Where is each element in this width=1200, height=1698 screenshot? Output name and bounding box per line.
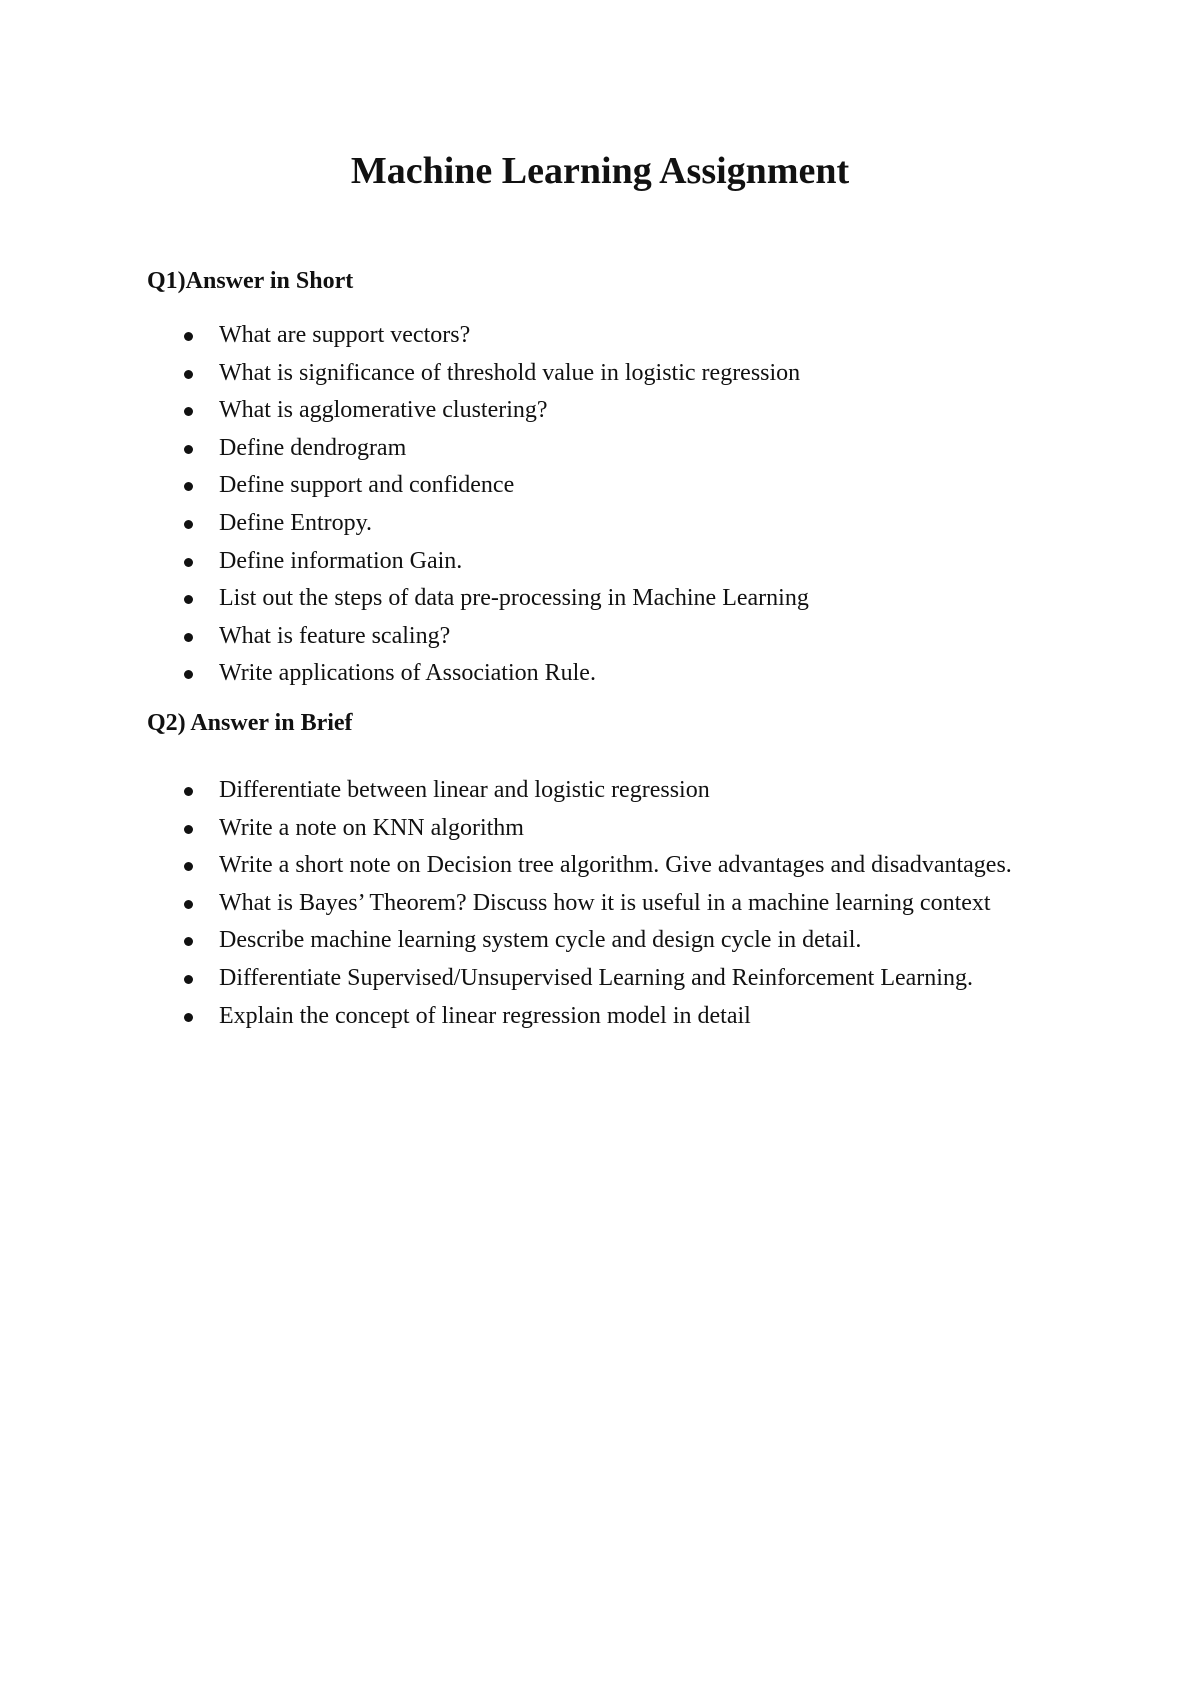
list-item (0, 505, 1059, 543)
list-item (0, 655, 1059, 693)
list-item-text: Describe machine learning system cycle and design cycle in detail. (219, 927, 862, 954)
bullet-icon (184, 595, 193, 604)
list-item (0, 543, 1059, 581)
bullet-icon (184, 670, 193, 679)
list-item-text: List out the steps of data pre-processing in Machine Learning (219, 585, 809, 612)
list-item (0, 355, 1059, 393)
list-item (0, 317, 1059, 355)
section-heading-q1: Q1)Answer in Short (147, 268, 354, 294)
bullet-icon (184, 332, 193, 341)
list-item (0, 922, 1059, 960)
bullet-icon (184, 407, 193, 416)
list-item-text: Explain the concept of linear regression model in detail (219, 1002, 751, 1029)
bullet-icon (184, 558, 193, 567)
list-item (0, 810, 1059, 848)
list-item-text: Define dendrogram (219, 434, 407, 461)
list-item-text: Write a note on KNN algorithm (219, 814, 524, 841)
list-item (0, 960, 1059, 998)
list-item-text: What is Bayes’ Theorem? Discuss how it is useful in a machine learning context (219, 889, 991, 916)
list-item (0, 772, 1059, 810)
list-item (0, 467, 1059, 505)
question-list-q1 (0, 317, 1059, 693)
bullet-icon (184, 862, 193, 871)
bullet-icon (184, 975, 193, 984)
list-item-text: Write applications of Association Rule. (219, 660, 596, 687)
list-item-text: Define support and confidence (219, 472, 515, 499)
list-item-text: Differentiate between linear and logistic regression (219, 777, 710, 803)
list-item (0, 847, 1059, 885)
list-item (0, 392, 1059, 430)
bullet-icon (184, 937, 193, 946)
bullet-icon (184, 633, 193, 642)
list-item-text: Differentiate Supervised/Unsupervised Learning and Reinforcement Learning. (219, 964, 973, 991)
list-item (0, 998, 1059, 1036)
bullet-icon (184, 1013, 193, 1022)
bullet-icon (184, 825, 193, 834)
list-item-text: What are support vectors? (219, 322, 471, 348)
bullet-icon (184, 482, 193, 491)
bullet-icon (184, 900, 193, 909)
question-list-q2 (0, 772, 1059, 1035)
list-item-text: Define Entropy. (219, 509, 373, 536)
list-item-text: What is feature scaling? (219, 622, 451, 649)
list-item-text: Define information Gain. (219, 547, 463, 574)
bullet-icon (184, 445, 193, 454)
list-item (0, 580, 1059, 618)
list-item-text: What is significance of threshold value in logistic regression (219, 359, 801, 386)
bullet-icon (184, 520, 193, 529)
list-item (0, 430, 1059, 468)
document-title: Machine Learning Assignment (350, 150, 850, 192)
list-item-text: What is agglomerative clustering? (219, 397, 548, 424)
bullet-icon (184, 787, 193, 796)
list-item (0, 885, 1059, 923)
bullet-icon (184, 370, 193, 379)
list-item (0, 618, 1059, 656)
list-item-text: Write a short note on Decision tree algorithm. Give advantages and disadvantages. (219, 852, 1012, 879)
section-heading-q2: Q2) Answer in Brief (147, 710, 353, 736)
